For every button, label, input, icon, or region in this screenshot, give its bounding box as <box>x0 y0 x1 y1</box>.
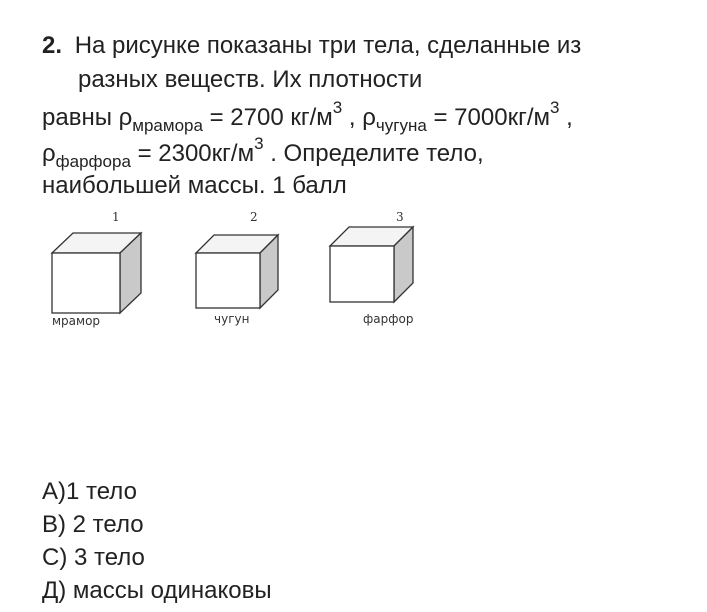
porcelain-subscript: фарфора <box>55 152 131 171</box>
rho-symbol: ρ <box>118 104 133 131</box>
marble-subscript: мрамора <box>132 116 203 135</box>
body-2-number: 2 <box>250 210 258 224</box>
iron-cube <box>196 235 278 308</box>
marble-density: = 2700 кг/м <box>202 104 333 131</box>
rho-symbol: ρ <box>362 104 376 131</box>
question-line-4 <box>42 134 484 171</box>
cube-exponent: 3 <box>254 134 264 153</box>
porcelain-density: = 2300кг/м <box>130 140 255 167</box>
question-line-2 <box>78 66 422 94</box>
separator: , <box>559 104 573 131</box>
cube-exponent: 3 <box>550 98 560 117</box>
question-line-3 <box>42 98 573 135</box>
question-number: 2. <box>42 32 63 59</box>
question-text-5: наибольшей массы. 1 балл <box>42 172 347 199</box>
body-3-name: фарфор <box>363 312 414 326</box>
iron-density: = 7000кг/м <box>426 104 550 131</box>
answer-option-c[interactable]: С) 3 тело <box>42 544 145 571</box>
question-text-4: . Определите тело, <box>263 140 484 167</box>
question-line-5 <box>42 172 347 200</box>
body-3-number: 3 <box>396 210 404 224</box>
answer-option-a[interactable]: А)1 тело <box>42 478 137 505</box>
question-text-2: разных веществ. Их плотности <box>78 66 423 93</box>
body-1-name: мрамор <box>52 314 101 328</box>
question-line-1 <box>42 32 581 60</box>
bodies-figure <box>40 205 440 330</box>
separator: , <box>342 104 363 131</box>
marble-cube <box>52 233 141 313</box>
rho-symbol: ρ <box>42 140 56 167</box>
answer-option-d[interactable]: Д) массы одинаковы <box>42 577 272 604</box>
question-text-1: На рисунке показаны три тела, сделанные из <box>74 32 582 59</box>
porcelain-cube <box>330 227 413 302</box>
question-text-3: равны <box>42 104 119 131</box>
answer-option-b[interactable]: В) 2 тело <box>42 511 144 538</box>
cube-exponent: 3 <box>332 98 343 117</box>
body-2-name: чугун <box>214 312 250 326</box>
body-1-number: 1 <box>112 210 120 224</box>
iron-subscript: чугуна <box>375 116 427 135</box>
